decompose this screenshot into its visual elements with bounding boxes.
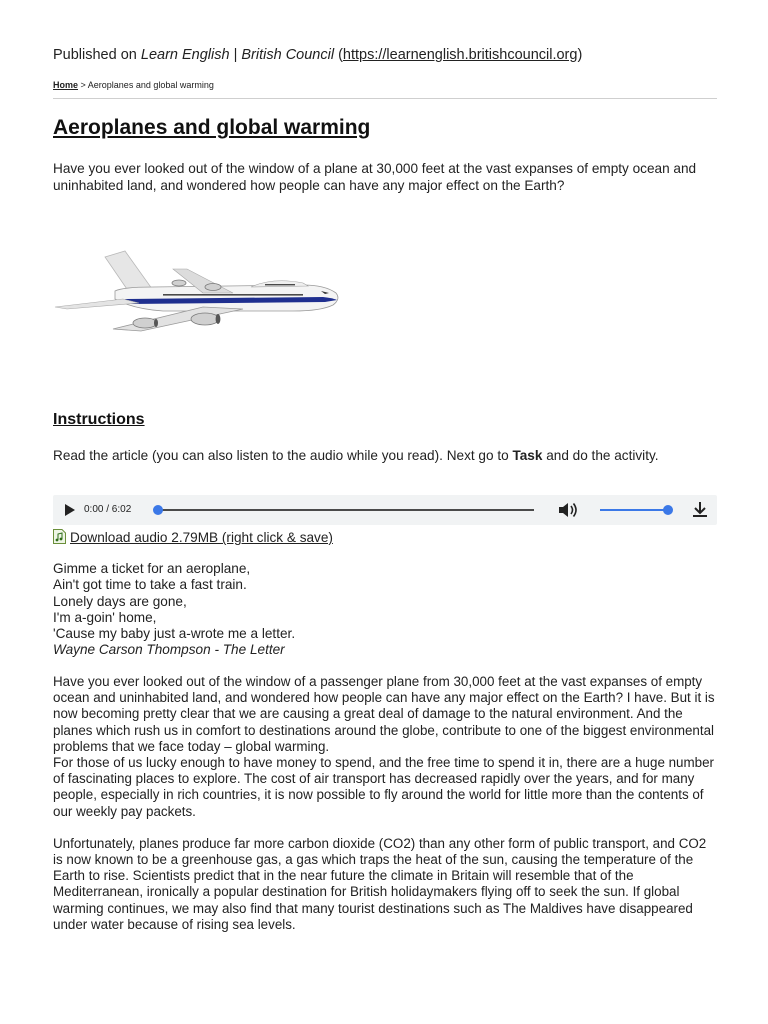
- volume-icon[interactable]: [558, 502, 580, 518]
- body-paragraph-3: Unfortunately, planes produce far more carbon dioxide (CO2) than any other form of public transport, and CO2 is now known to be a greenhouse gas, a gas which traps the heat of the sun, causing the temperature of the Earth to rise. Scientists predict that in the near future the climate in Britain will resemble that of the Mediterranean, ironically a popular destination for British holidaymakers flying off to seek the sun. If global warming continues, we may also find that many tourist destinations such as The Maldives have disappeared under water because of rising sea levels.: [53, 835, 707, 932]
- download-audio-row: [53, 529, 333, 545]
- breadcrumb-home-link[interactable]: Home: [53, 80, 79, 90]
- instructions-after: and do the activity.: [542, 448, 659, 463]
- poem-line: Gimme a ticket for an aeroplane,: [53, 561, 251, 576]
- poem-line: Ain't got time to take a fast train.: [53, 577, 247, 593]
- volume-knob[interactable]: [663, 505, 673, 515]
- published-line: [53, 47, 582, 63]
- download-audio-link[interactable]: Download audio 2.79MB (right click & save): [70, 530, 333, 545]
- audio-progress-knob[interactable]: [153, 505, 163, 515]
- body-paragraph-2: For those of us lucky enough to have money to spend, and the free time to spend it in, there are a huge number of fascinating places to explore. The cost of air transport has decreased rapidly over the years, and for many people, especially in rich countries, it is now possible to fly around the world for little more than the contents of our weekly pay packets.: [53, 755, 715, 819]
- poem-line: Lonely days are gone,: [53, 593, 187, 609]
- play-icon[interactable]: [64, 504, 76, 516]
- instructions-heading: Instructions: [53, 411, 145, 428]
- site-name: Learn English: [140, 47, 230, 63]
- aeroplane-image: [53, 205, 353, 365]
- body-paragraph-1: Have you ever looked out of the window of a passenger plane from 30,000 feet at the vast expanses of empty ocean and uninhabited land, and wondered how people can have any major effect on the Earth? I have. But it is now becoming pretty clear that we are causing a great deal of damage to the natural environment. And the planes which rush us in comfort to destinations around the globe, contribute to one of the biggest environmental problems that we face today – global warming.: [53, 674, 715, 754]
- download-icon[interactable]: [693, 502, 707, 518]
- poem-line: I'm a-goin' home,: [53, 609, 157, 625]
- url-close: ): [577, 47, 583, 63]
- breadcrumb-current: Aeroplanes and global warming: [87, 80, 214, 90]
- poem-line: 'Cause my baby just a-wrote me a letter.: [53, 626, 296, 642]
- audio-time: 0:00 / 6:02: [84, 504, 132, 515]
- instructions-task: Task: [512, 448, 543, 463]
- audio-file-icon: [53, 529, 66, 544]
- page-title: Aeroplanes and global warming: [53, 116, 371, 139]
- breadcrumb-separator: >: [78, 80, 88, 90]
- separator: |: [229, 47, 242, 63]
- poem-quote: [53, 561, 295, 659]
- breadcrumb: [53, 80, 214, 90]
- published-prefix: Published on: [53, 47, 141, 63]
- site-url-link[interactable]: https://learnenglish.britishcouncil.org: [342, 47, 578, 63]
- poem-citation: Wayne Carson Thompson - The Letter: [53, 642, 285, 658]
- article-body: [53, 674, 717, 933]
- instructions-before: Read the article (you can also listen to the audio while you read). Next go to: [53, 448, 513, 463]
- audio-progress-track[interactable]: [158, 509, 534, 511]
- instructions-text: [53, 447, 717, 464]
- volume-track[interactable]: [600, 509, 668, 511]
- org-name: British Council: [241, 47, 335, 63]
- header-divider: [53, 98, 717, 99]
- intro-paragraph: Have you ever looked out of the window of a plane at 30,000 feet at the vast expanses of empty ocean and uninhabited land, and wondered how people can have any major effect on the Earth?: [53, 161, 697, 193]
- audio-player: [53, 495, 717, 525]
- url-open: (: [334, 47, 343, 63]
